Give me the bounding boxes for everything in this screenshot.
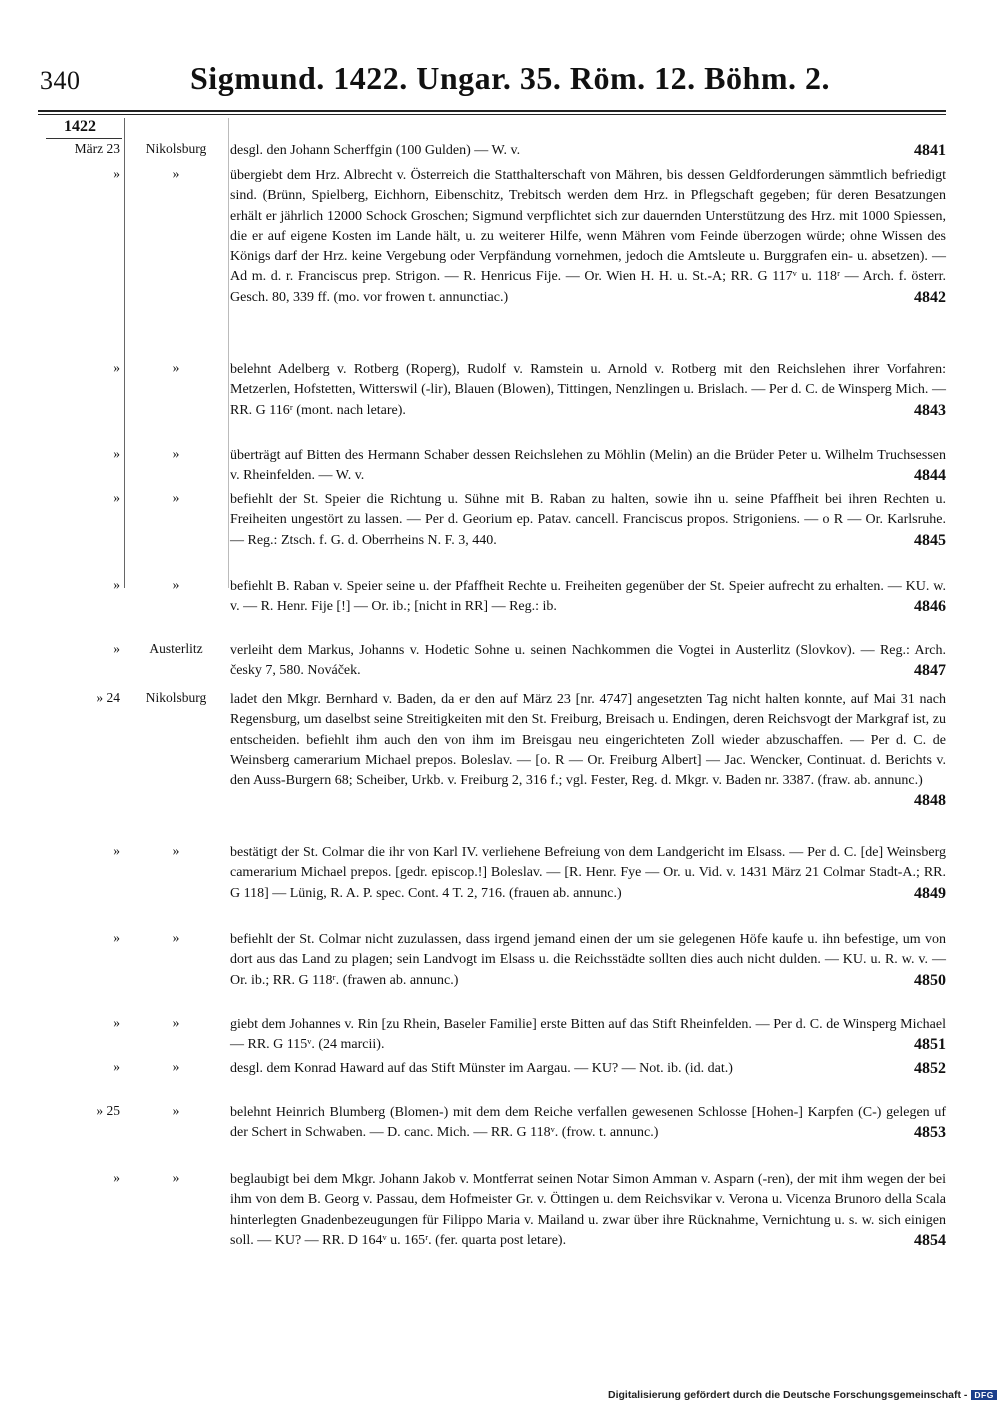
page-number: 340 [40, 66, 81, 95]
entry-text-block [230, 1103, 946, 1144]
entry-place: » [172, 446, 180, 461]
entry-text: überträgt auf Bitten des Hermann Schaber dessen Reichslehen zu Möhlin (Melin) an die Brüder Peter u. Wilhelm Truchsessen v. Rheinfelden. — W. v. [230, 448, 946, 484]
entry-place: » [172, 490, 180, 505]
entry-text-block [230, 1015, 946, 1056]
entry-number: 4841 [914, 142, 946, 159]
entry-number: 4845 [914, 531, 946, 549]
entry-number: 4851 [914, 1036, 946, 1054]
entry-place: » [172, 166, 180, 181]
entry-number: 4843 [914, 401, 946, 419]
entry-number: 4846 [914, 598, 946, 616]
entry-date: März 23 [74, 141, 120, 156]
entry-place: Nikolsburg [145, 690, 207, 705]
entry-number: 4847 [914, 662, 946, 680]
entry-text: verleiht dem Markus, Johanns v. Hodetic Sohne u. seinen Nachkommen die Vogtei in Austerlitz (Slovkov). — Reg.: Arch. česky 7, 580. Nováček. [230, 643, 946, 679]
entry-date: » 25 [96, 1103, 120, 1118]
entry-text: beglaubigt bei dem Mkgr. Johann Jakob v. Montferrat seinen Notar Simon Amman v. Asparn (-ren), der mit ihm wegen der bei ihm von dem B. Georg v. Passau, dem Hofmeister Gr. v. Öttingen u. dem Reichsvikar v. Verona u. Vicenza Brunoro della Scala hinterlegten Gnadenbezeugungen für Filippo Maria v. Mailand u. zwar über ihre Rücknahme, Vernichtung u. s. w. sich einigen soll. — KU? — RR. D 164ᵛ u. 165ʳ. (fer. quarta post letare). [230, 1172, 946, 1248]
entry-number: 4844 [914, 467, 946, 485]
entry-date: » [113, 641, 120, 656]
entry-place: » [172, 360, 180, 375]
header-rule-bottom [38, 114, 946, 115]
footer-text: Digitalisierung gefördert durch die Deutsche Forschungsgemeinschaft - [608, 1389, 968, 1401]
entry-text: befiehlt der St. Colmar nicht zuzulassen, dass irgend jemand einen der um sie gelegenen Höfe kaufe u. ihn befestige, um von dort aus das Land zu plagen; sein Landvogt im Elsass u. die Reichsstädte sollten dies auch nicht dulden. — KU. u. R. w. v. — Or. ib.; RR. G 118ʳ. (frawen ab. annunc.) [230, 932, 946, 988]
entry-place: Nikolsburg [145, 141, 207, 156]
dfg-logo-icon: DFG [971, 1390, 996, 1400]
entry-date: » [113, 577, 120, 592]
entry-text-block [230, 1059, 946, 1079]
footer-credit [608, 1389, 997, 1401]
entry-text-block [230, 141, 946, 161]
entry-date: » [113, 166, 120, 181]
running-title: Sigmund. 1422. Ungar. 35. Röm. 12. Böhm. 2. [190, 60, 830, 96]
entry-text-block [230, 690, 946, 812]
entry-date: » [113, 1170, 120, 1185]
date-column-rule [124, 118, 125, 588]
entry-date: » [113, 843, 120, 858]
entry-text-block [230, 577, 946, 618]
entry-text: desgl. dem Konrad Haward auf das Stift Münster im Aargau. — KU? — Not. ib. (id. dat.) [230, 1061, 733, 1076]
entry-text: übergiebt dem Hrz. Albrecht v. Österreich die Statthalterschaft von Mähren, bis dessen Geldforderungen sämmtlich befriedigt sind. (Brünn, Spielberg, Eichhorn, Eibenschitz, Trebitsch werden dem Hrz. in Pflegschaft gegeben; für deren Besatzungen erhält er jährlich 12000 Schock Groschen; Sigmund verpflichtet sich zur dauernden Unterstützung des Hrz. mit 1000 Spiessen, die er auf eigene Kosten im Lande hält, u. zu weiterer Hilfe, wenn Mähren vom Feinde überzogen würde; ohne Wissen des Königs darf der Hrz. keine Vergebung oder Verpfändung vornehmen, jedoch die Amtsleute u. Burggrafen ein- u. absetzen). — Ad m. d. r. Franciscus prep. Strigon. — R. Henricus Fije. — Or. Wien H. H. u. St.-A; RR. G 117ᵛ u. 118ʳ — Arch. f. österr. Gesch. 80, 339 ff. (mo. vor frowen t. annunctiac.) [230, 168, 946, 305]
entry-text: giebt dem Johannes v. Rin [zu Rhein, Baseler Familie] erste Bitten auf das Stift Rheinfelden. — Per d. C. de Winsperg Michael — RR. G 115ᵛ. (24 marcii). [230, 1017, 946, 1053]
entry-date: » [113, 446, 120, 461]
entry-number: 4852 [914, 1060, 946, 1077]
entry-number: 4850 [914, 971, 946, 989]
entry-number: 4853 [914, 1124, 946, 1142]
entry-text-block [230, 1170, 946, 1251]
entry-text: ladet den Mkgr. Bernhard v. Baden, da er den auf März 23 [nr. 4747] angesetzten Tag nicht halten konnte, auf Mai 31 nach Regensburg, um daselbst seine Streitigkeiten mit den St. Freiburg, Breisach u. Endingen, deren Reichsvogt der Markgraf ist, zu entscheiden. befiehlt ihm auch den von ihm im Breisgau neu eingerichteten Zoll wieder abzuschaffen. — Per d. C. de Weinsberg camerarium Michael prepos. Boleslav. — [o. R — Or. Freiburg Albert] — Jac. Wencker, Continuat. d. Berichts v. den Auss-Burgern 68; Scheiber, Urkb. v. Freiburg 2, 316 f.; vgl. Fester, Reg. d. Mkgr. v. Baden nr. 3387. (fraw. ab. annunc.) [230, 692, 946, 789]
entry-text: bestätigt der St. Colmar die ihr von Karl IV. verliehene Befreiung von dem Landgericht im Elsass. — Per d. C. [de] Weinsberg camerarium Michael prepos. [gedr. episcop.!] Boleslav. — [R. Henr. Fye — Or. u. Vid. v. 1431 März 21 Colmar Stadt-A.; RR. G 118] — Lünig, R. A. P. spec. Cont. 4 T. 2, 716. (frauen ab. annunc.) [230, 845, 946, 901]
entry-text-block [230, 446, 946, 487]
entry-text-block [230, 360, 946, 421]
entry-text: belehnt Heinrich Blumberg (Blomen-) mit dem dem Reiche verfallen gewesenen Schlosse [Hohen-] Karpfen (C-) gelegen uf der Schert in Schwaben. — D. canc. Mich. — RR. G 118ᵛ. (frow. t. annunc.) [230, 1105, 946, 1141]
entry-text-block [230, 490, 946, 551]
entry-text: befiehlt B. Raban v. Speier seine u. der Pfaffheit Rechte u. Freiheiten gegenüber der St. Speier aufrecht zu erhalten. — KU. w. v. — R. Henr. Fije [!] — Or. ib.; [nicht in RR] — Reg.: ib. [230, 579, 946, 615]
entry-text-block [230, 641, 946, 682]
entry-place: » [172, 843, 180, 858]
entry-number: 4842 [914, 288, 946, 306]
entry-text: desgl. den Johann Scherffgin (100 Gulden) — W. v. [230, 143, 521, 158]
entry-place: » [172, 577, 180, 592]
entry-text: belehnt Adelberg v. Rotberg (Roperg), Rudolf v. Ramstein u. Arnold v. Rotberg mit den Reichslehen ihrer Vorfahren: Metzerlen, Hofstetten, Witterswil (-lir), Blauen (Blowen), Tittingen, Nenzlingen u. Brislach. — Per d. C. de Winsperg Mich. — RR. G 116ʳ (mont. nach letare). [230, 362, 946, 418]
place-column-rule [228, 118, 229, 588]
entry-place: » [172, 1170, 180, 1185]
entry-date: » [113, 1059, 120, 1074]
entry-place: » [172, 1015, 180, 1030]
entry-date: » [113, 930, 120, 945]
entry-date: » [113, 1015, 120, 1030]
year-label: 1422 [64, 118, 96, 135]
entry-number: 4849 [914, 884, 946, 902]
entry-date: » 24 [96, 690, 120, 705]
entry-date: » [113, 360, 120, 375]
header-rule-top [38, 110, 946, 112]
entry-place: Austerlitz [149, 641, 203, 656]
entry-text-block [230, 843, 946, 904]
entry-text-block [230, 166, 946, 308]
entry-place: » [172, 1059, 180, 1074]
year-rule [46, 138, 122, 139]
entry-number: 4854 [914, 1231, 946, 1249]
entry-date: » [113, 490, 120, 505]
entry-text-block [230, 930, 946, 991]
entry-place: » [172, 1103, 180, 1118]
entry-text: befiehlt der St. Speier die Richtung u. Sühne mit B. Raban zu halten, sowie ihn u. seine Pfaffheit bei ihren Rechten u. Freiheiten ungestört zu lassen. — Per d. Georium ep. Patav. cancell. Franciscus propos. Strigoniens. — o R — Or. Karlsruhe. — Reg.: Ztsch. f. G. d. Oberrheins N. F. 3, 440. [230, 492, 946, 548]
entry-place: » [172, 930, 180, 945]
entry-number: 4848 [914, 792, 946, 810]
